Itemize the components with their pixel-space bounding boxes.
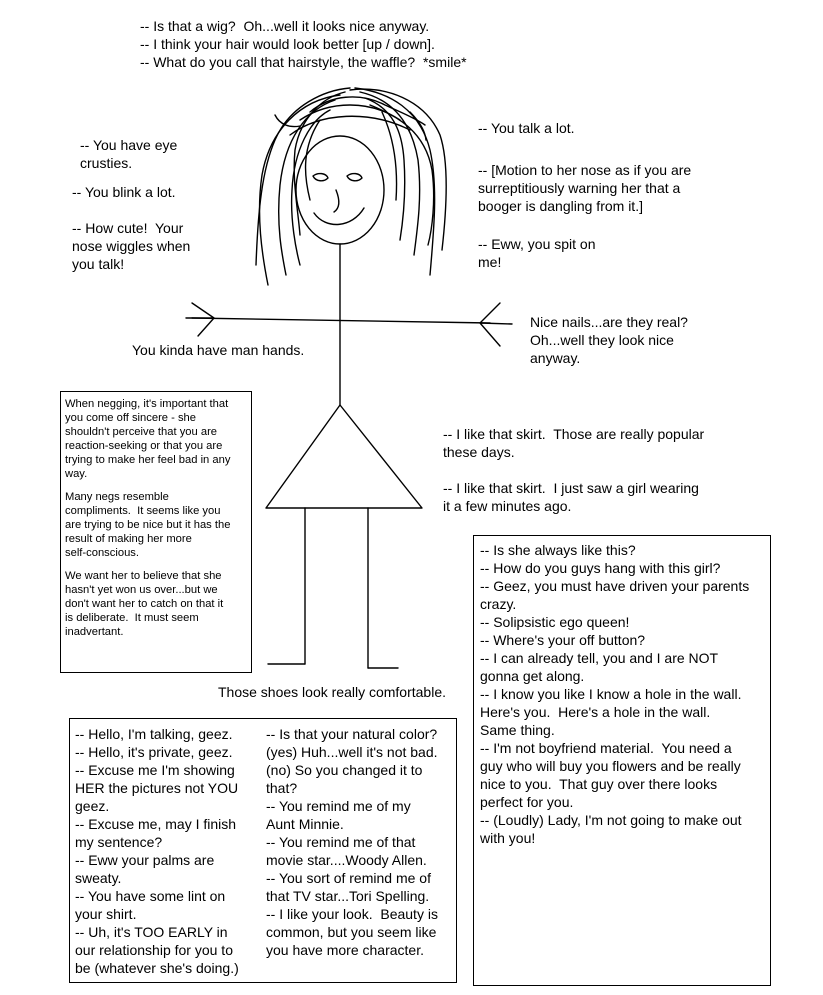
hair-strand [256,88,350,265]
friends-line: -- I'm not boyfriend material. You need a [480,740,732,756]
nose [334,190,339,212]
smile [314,208,364,224]
bottom-left-line: your shirt. [75,906,137,922]
motion-comment-line-3: booger is dangling from it.] [478,198,643,214]
bottom-box [69,718,457,983]
nails-comment-line-3: anyway. [530,350,581,366]
friends-line: -- Solipsistic ego queen! [480,614,630,630]
blink-comment: -- You blink a lot. [72,184,176,200]
bottom-right-line: movie star....Woody Allen. [266,852,427,868]
bottom-left-line: -- Hello, it's private, geez. [75,744,233,760]
skirt-comment-2-line-1: -- I like that skirt. I just saw a girl wearing [443,480,699,496]
bottom-left-line: my sentence? [75,834,163,850]
friends-line: nice to you. That guy over there looks [480,776,718,792]
hair-comment-1: -- Is that a wig? Oh...well it looks nice anyway. [140,18,430,34]
hands-comment: You kinda have man hands. [132,342,305,358]
bottom-left-line: sweaty. [75,870,122,886]
bottom-left-line: -- Uh, it's TOO EARLY in [75,924,228,940]
friends-line: with you! [480,830,536,846]
hair-strand [292,110,330,265]
bottom-right-line: -- You remind me of my [266,798,411,814]
nose-comment-line-2: nose wiggles when [72,238,191,254]
bottom-left-line: HER the pictures not YOU [75,780,239,796]
bottom-left-line: -- Eww your palms are [75,852,215,868]
friends-line: perfect for you. [480,794,574,810]
friends-box [473,535,771,986]
friends-line: -- How do you guys hang with this girl? [480,560,721,576]
advice-box [60,391,252,673]
advice-paragraph-1: When negging, it's important that you come off sincere - she shouldn't perceive that you are reaction-seeking or that you are trying to make her feel bad in any way. [65,398,231,480]
nails-comment-line-2: Oh...well they look nice [530,332,674,348]
bottom-left-line: -- Hello, I'm talking, geez. [75,726,233,742]
arms [192,318,490,323]
friends-line: -- I know you like I know a hole in the wall. [480,686,742,702]
skirt-comment-1-line-2: these days. [443,444,515,460]
friends-line: Here's you. Here's a hole in the wall. [480,704,711,720]
bottom-left-line: our relationship for you to [75,942,233,958]
left-hand [186,303,214,336]
skirt-comment-1-line-1: -- I like that skirt. Those are really popular [443,426,705,442]
bottom-right-line: you have more character. [266,942,424,958]
friends-line: crazy. [480,596,517,612]
motion-comment-line-1: -- [Motion to her nose as if you are [478,162,692,178]
advice-paragraph-3: We want her to believe that she hasn't yet won us over...but we don't want her to catch on that it is deliberate. It must seem inadvertant. [65,570,224,638]
spit-comment-line-1: -- Eww, you spit on [478,236,596,252]
bottom-left-line: geez. [75,798,110,814]
hair-comment-3: -- What do you call that hairstyle, the waffle? *smile* [140,54,467,70]
friends-line: -- I can already tell, you and I are NOT [480,650,719,666]
bottom-box-right-column [266,725,438,959]
bottom-left-line: -- Excuse me, may I finish [75,816,237,832]
head [296,136,384,244]
bottom-right-line: that? [266,780,298,796]
motion-comment-line-2: surreptitiously warning her that a [478,180,681,196]
bottom-left-line: be (whatever she's doing.) [75,960,239,976]
skirt-comment-2-line-2: it a few minutes ago. [443,498,572,514]
talk-comment: -- You talk a lot. [478,120,575,136]
nose-comment-line-3: you talk! [72,256,125,272]
bottom-right-line: common, but you seem like [266,924,437,940]
right-hand [480,303,512,346]
bottom-right-line: -- Is that your natural color? [266,726,438,742]
left-eye [313,174,328,181]
bottom-right-line: that TV star...Tori Spelling. [266,888,430,904]
hair-comment-2: -- I think your hair would look better [up / down]. [140,36,435,52]
bottom-box-left-column [75,725,239,977]
advice-paragraph-2: Many negs resemble compliments. It seems like you are trying to be nice but it has the result of making her more self-conscious. [65,491,231,559]
friends-line: guy who will buy you flowers and be really [480,758,741,774]
skirt [266,405,422,508]
nails-comment-line-1: Nice nails...are they real? [530,314,688,330]
bottom-right-line: -- You remind me of that [266,834,416,850]
friends-line: Same thing. [480,722,555,738]
friends-line: gonna get along. [480,668,585,684]
bottom-left-line: -- Excuse me I'm showing [75,762,235,778]
bottom-right-line: -- I like your look. Beauty is [266,906,438,922]
shoes-comment: Those shoes look really comfortable. [218,684,446,700]
nose-comment-line-1: -- How cute! Your [72,220,184,236]
bottom-right-line: Aunt Minnie. [266,816,344,832]
friends-line: -- (Loudly) Lady, I'm not going to make out [480,812,742,828]
friends-line: -- Geez, you must have driven your parents [480,578,750,594]
eye-comment-line-2: crusties. [80,155,133,171]
right-eye [347,174,362,181]
bottom-right-line: (yes) Huh...well it's not bad. [266,744,438,760]
bottom-right-line: (no) So you changed it to [266,762,423,778]
spit-comment-line-2: me! [478,254,502,270]
friends-line: -- Where's your off button? [480,632,646,648]
friends-line: -- Is she always like this? [480,542,636,558]
eye-comment-line-1: -- You have eye [80,137,178,153]
hair-strand [260,95,340,285]
bottom-left-line: -- You have some lint on [75,888,226,904]
bottom-right-line: -- You sort of remind me of [266,870,431,886]
